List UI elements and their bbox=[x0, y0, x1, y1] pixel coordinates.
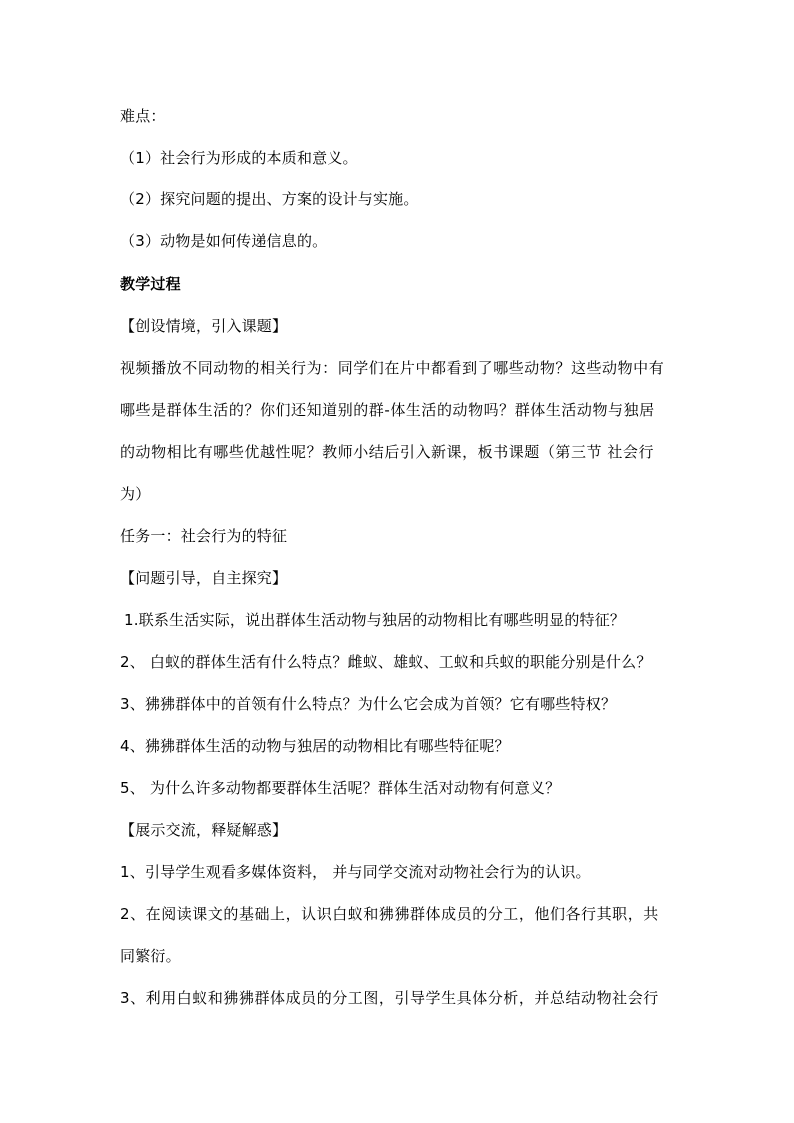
question-item-1: 1.联系生活实际，说出群体生活动物与独居的动物相比有哪些明显的特征？ bbox=[124, 611, 626, 629]
question-item-2: 2、 白蚁的群体生活有什么特点？雌蚁、雄蚁、工蚁和兵蚁的职能分别是什么？ bbox=[120, 653, 652, 671]
question-item-4: 4、狒狒群体生活的动物与独居的动物相比有哪些特征呢？ bbox=[120, 737, 510, 755]
section-questions-heading: 【问题引导，自主探究】 bbox=[120, 569, 288, 587]
intro-paragraph-line-2: 哪些是群体生活的？你们还知道别的群-体生活的动物吗？群体生活动物与独居 bbox=[120, 401, 655, 419]
section-intro-heading: 【创设情境，引入课题】 bbox=[120, 317, 288, 335]
section-exchange-heading: 【展示交流，释疑解惑】 bbox=[120, 821, 288, 839]
process-heading: 教学过程 bbox=[120, 275, 181, 293]
intro-paragraph-line-1: 视频播放不同动物的相关行为：同学们在片中都看到了哪些动物？这些动物中有 bbox=[120, 359, 665, 377]
difficulty-heading: 难点： bbox=[120, 107, 166, 125]
intro-paragraph-line-3: 的动物相比有哪些优越性呢？教师小结后引入新课，板书课题（第三节 社会行 bbox=[120, 443, 655, 461]
difficulty-item-3: （3）动物是如何传递信息的。 bbox=[120, 232, 328, 250]
question-item-3: 3、狒狒群体中的首领有什么特点？为什么它会成为首领？它有哪些特权？ bbox=[120, 695, 617, 713]
difficulty-item-2: （2）探究问题的提出、方案的设计与实施。 bbox=[120, 190, 419, 208]
question-item-5: 5、 为什么许多动物都要群体生活呢？群体生活对动物有何意义？ bbox=[120, 779, 561, 797]
exchange-line-4: 3、利用白蚁和狒狒群体成员的分工图，引导学生具体分析，并总结动物社会行 bbox=[120, 989, 659, 1007]
difficulty-item-1: （1）社会行为形成的本质和意义。 bbox=[120, 149, 358, 167]
task-one-heading: 任务一：社会行为的特征 bbox=[120, 527, 288, 545]
exchange-line-2: 2、在阅读课文的基础上，认识白蚁和狒狒群体成员的分工，他们各行其职，共 bbox=[120, 905, 659, 923]
intro-paragraph-line-4: 为） bbox=[120, 485, 151, 503]
exchange-line-1: 1、引导学生观看多媒体资料， 并与同学交流对动物社会行为的认识。 bbox=[120, 863, 591, 881]
exchange-line-3: 同繁衍。 bbox=[120, 947, 181, 965]
